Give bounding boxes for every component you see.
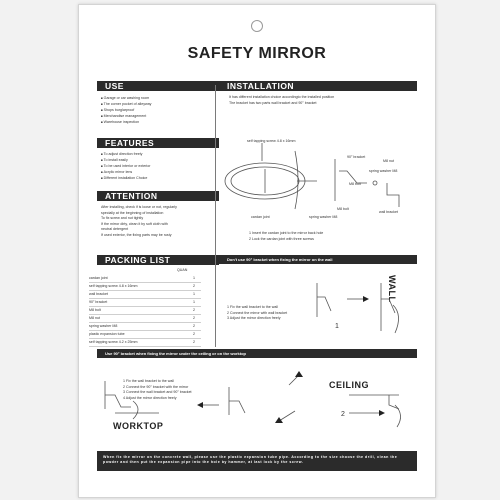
wall-diagram bbox=[309, 275, 409, 345]
list-item: ■ Different installation Choice bbox=[101, 175, 150, 181]
list-item: ■ Shops burglarproof bbox=[101, 107, 151, 113]
label-wallbracket: wall bracket bbox=[379, 210, 398, 214]
item-qty: 2 bbox=[193, 324, 195, 328]
arrow-up-icon bbox=[295, 371, 303, 377]
ceiling-bracket bbox=[389, 395, 399, 409]
ceiling-label: CEILING bbox=[329, 380, 370, 390]
step-line: 4 Adjust the mirror direction freely bbox=[123, 395, 177, 400]
attention-line: To fix screw and nut tightly bbox=[101, 216, 144, 220]
attention-line: specially at the beginning of installation bbox=[101, 210, 164, 215]
item-name: plastic expansion tube bbox=[89, 332, 125, 336]
left-mirror bbox=[133, 401, 138, 419]
mirror-side-view bbox=[295, 151, 298, 209]
step-line: 2 Connect the 90° bracket with the mirror bbox=[123, 384, 189, 389]
nut-shape bbox=[373, 181, 377, 185]
table-row bbox=[89, 291, 201, 299]
label-m8nut: M8 nut bbox=[383, 159, 394, 163]
attention-line: If the mirror dirty, clean it by soft cloth with bbox=[101, 221, 168, 226]
attention-line: If used exterior, the fixing parts may be rusty bbox=[101, 232, 172, 237]
wall-label: WALL bbox=[387, 275, 397, 303]
installation-steps bbox=[249, 231, 323, 242]
item-qty: 1 bbox=[193, 292, 195, 296]
item-qty: 2 bbox=[193, 284, 195, 288]
mid-bracket bbox=[229, 401, 245, 413]
footer-note bbox=[97, 451, 417, 471]
item-qty: 2 bbox=[193, 308, 195, 312]
features-list bbox=[101, 151, 150, 181]
table-row bbox=[89, 323, 201, 331]
label-cardan: cardan joint bbox=[251, 215, 270, 219]
instruction-sheet bbox=[78, 4, 436, 498]
step-line: 3 Connect the wall bracket and 90° bracket bbox=[123, 390, 192, 394]
left-bracket bbox=[105, 395, 131, 407]
item-name: spring washer M8 bbox=[89, 324, 118, 328]
step-line: 1 Fix the wall bracket to the wall bbox=[123, 379, 174, 383]
item-name: cardan joint bbox=[89, 276, 108, 280]
list-item: ■ The corner pocket of alleyway bbox=[101, 101, 151, 107]
ceiling-diagram bbox=[99, 365, 419, 445]
footer-text: When fix the mirror on the concrete wall, please use the plastic expansion tube pipe. According to the size choose the drill, clean the powder and then put the expansion pipe into the hole by hammer, at last lock by the screw. bbox=[103, 455, 398, 464]
step-line: 3 Adjust the mirror direction freely bbox=[227, 316, 281, 320]
features-heading: FEATURES bbox=[97, 138, 219, 148]
label-springwasher: spring washer M8 bbox=[369, 169, 398, 173]
use-list bbox=[101, 95, 151, 125]
arrow-down-icon bbox=[275, 417, 283, 423]
wall-bracket bbox=[317, 297, 331, 311]
wall-bracket-shape bbox=[387, 183, 399, 207]
attention-heading: ATTENTION bbox=[97, 191, 219, 201]
item-qty: 2 bbox=[193, 332, 195, 336]
packing-title: PACKING LIST bbox=[105, 255, 171, 265]
list-item: ■ To adjust direction freely bbox=[101, 151, 150, 157]
worktop-label: WORKTOP bbox=[113, 421, 164, 431]
list-item: ■ Acrylic mirror lens bbox=[101, 169, 150, 175]
arrow-left-icon bbox=[197, 402, 203, 408]
step-line: 2 Lock the cardan joint with three screws bbox=[249, 236, 314, 241]
list-item: ■ Warehouse inspection bbox=[101, 119, 151, 125]
attention-text bbox=[101, 205, 177, 238]
diagram-number: 1 bbox=[335, 323, 339, 330]
step-line: 1 Fix the wall bracket to the wall bbox=[227, 305, 278, 309]
item-name: M8 bolt bbox=[89, 308, 101, 312]
item-name: wall bracket bbox=[89, 292, 108, 296]
item-qty: 2 bbox=[193, 340, 195, 344]
intro-line: It has different installation choice accordingto the installed position bbox=[229, 95, 335, 99]
packing-heading bbox=[97, 255, 219, 265]
diagram-number: 2 bbox=[341, 411, 345, 418]
item-name: 90° bracket bbox=[89, 300, 108, 304]
step-line: 2 Connect the mirror with wall bracket bbox=[227, 310, 288, 315]
item-name: self tapping screw 4.2 x 25mm bbox=[89, 340, 138, 344]
table-row bbox=[89, 283, 201, 291]
table-row bbox=[89, 339, 201, 347]
wall-steps bbox=[227, 305, 287, 322]
intro-line: The bracket has two parts wall bracket and 90° bracket bbox=[229, 100, 317, 105]
label-m8bolt2: M8 bolt bbox=[337, 207, 349, 211]
label-springwasher2: spring washer M8 bbox=[309, 215, 338, 219]
installation-intro bbox=[229, 95, 334, 106]
hanging-hole bbox=[251, 20, 263, 32]
table-row bbox=[89, 331, 201, 339]
use-heading: USE bbox=[97, 81, 219, 91]
item-name: M8 nut bbox=[89, 316, 100, 320]
item-qty: 1 bbox=[193, 300, 195, 304]
page-title: SAFETY MIRROR bbox=[187, 45, 327, 62]
table-row bbox=[89, 275, 201, 283]
list-item: ■ Merchandise management bbox=[101, 113, 151, 119]
wall-mirror bbox=[393, 305, 399, 333]
item-qty: 2 bbox=[193, 316, 195, 320]
lower-arrow-line bbox=[279, 411, 295, 421]
list-item: ■ To be used interior or exterior bbox=[101, 163, 150, 169]
table-row bbox=[89, 307, 201, 315]
wall-bracket-mounted bbox=[381, 299, 395, 313]
arrow-right-icon bbox=[363, 296, 369, 302]
label-screw: self tapping screw 4.8 x 16mm bbox=[247, 139, 296, 143]
ceiling-bar: Use 90° bracket when fixing the mirror under the ceiling or on the worktop bbox=[97, 349, 417, 358]
installation-heading: INSTALLATION bbox=[219, 81, 417, 91]
step-line: 1 Insert the cardan joint to the mirror back hole bbox=[249, 231, 324, 235]
arrow-right-icon bbox=[379, 410, 385, 416]
ceiling-mirror bbox=[395, 405, 401, 427]
column-divider bbox=[215, 85, 216, 347]
item-name: self tapping screw 4.8 x 16mm bbox=[89, 284, 138, 288]
attention-line: After installing, check if is loose or not, regularly bbox=[101, 205, 177, 209]
label-bracket90: 90° bracket bbox=[347, 155, 366, 159]
label-m8bolt: M8 bolt bbox=[349, 182, 361, 186]
list-item: ■ Garage or car washing room bbox=[101, 95, 151, 101]
item-qty: 1 bbox=[193, 276, 195, 280]
list-item: ■ To install easily bbox=[101, 157, 150, 163]
table-row bbox=[89, 315, 201, 323]
table-row bbox=[89, 299, 201, 307]
attention-line: neutral detergent bbox=[101, 227, 129, 231]
packing-qty-header: QUAN bbox=[177, 268, 188, 272]
wall-bar: Don't use 90° bracket when fixing the mirror on the wall bbox=[219, 255, 417, 264]
